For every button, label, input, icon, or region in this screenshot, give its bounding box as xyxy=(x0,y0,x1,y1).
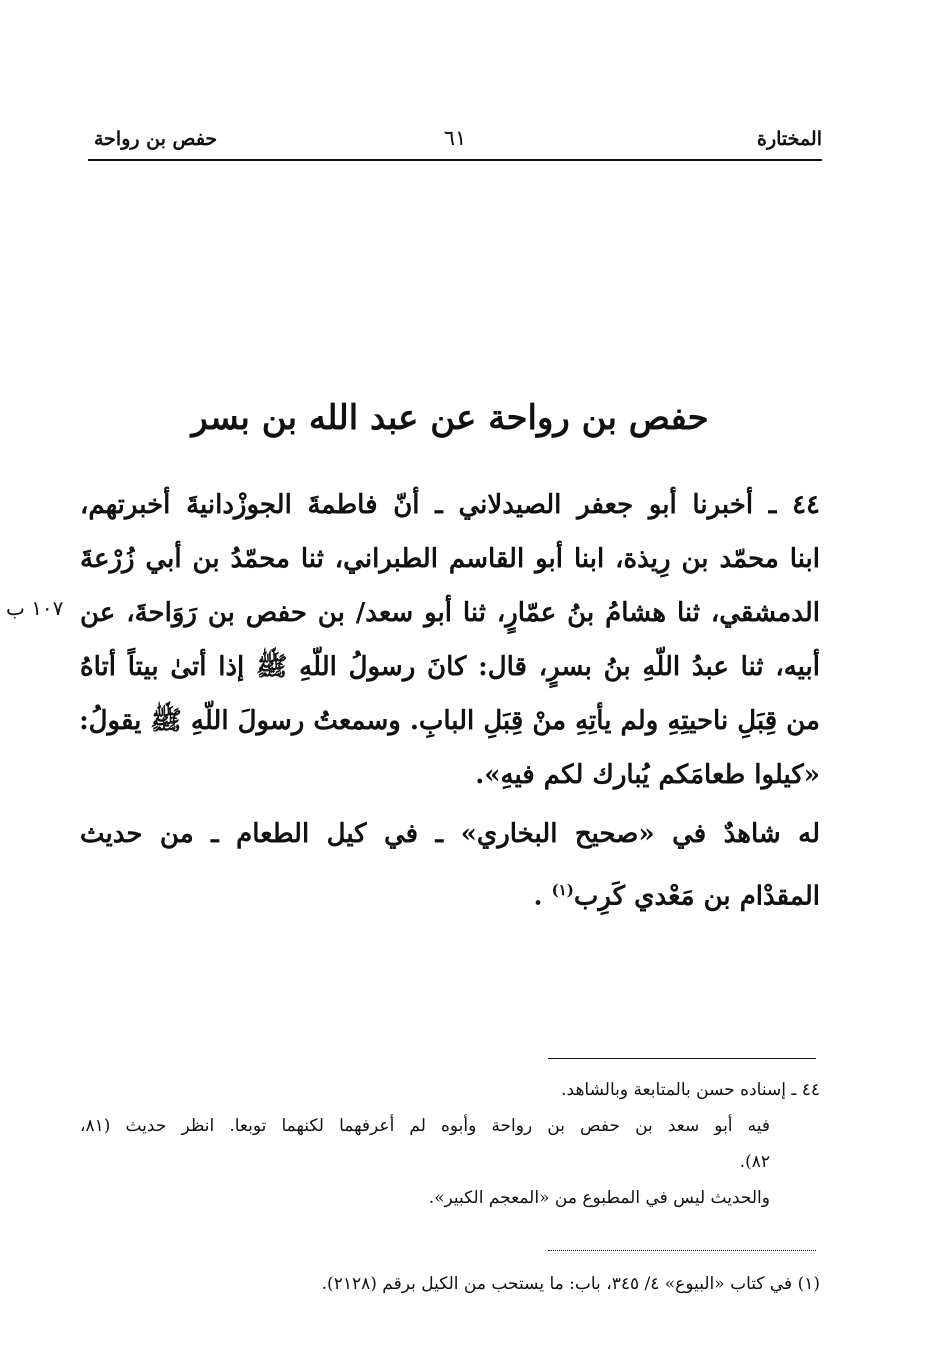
hadith-line: من قِبَلِ ناحيتِهِ ولم يأتِهِ منْ قِبَلِ البابِ. وسمعتُ رسولَ اللّهِ ﷺ يقولُ: xyxy=(79,706,820,736)
running-header xyxy=(88,124,822,158)
hadith-line: الدمشقي، ثنا هشامُ بنُ عمّارٍ، ثنا أبو سعد/ بن حفص بن رَوَاحةَ، عن xyxy=(80,598,820,628)
header-rule xyxy=(88,159,822,161)
header-section-title: حفص بن رواحة xyxy=(94,128,218,150)
hadith-line: ابنا محمّد بن رِيذة، ابنا أبو القاسم الطبراني، ثنا محمّدُ بن أبي زُرْعةَ xyxy=(80,544,820,574)
witness-line: المقدْام بن مَعْدي كَرِب$^{(١)}$ . xyxy=(533,881,820,912)
footnote: (١) في كتاب «البيوع» ٤/ ٣٤٥، باب: ما يستحب من الكيل برقم (٢١٢٨). xyxy=(321,1274,820,1294)
notes-divider xyxy=(548,1058,816,1059)
note-line: فيه أبو سعد بن حفص بن رواحة وأبوه لم أعرفهما لكنهما توبعا. انظر حديث (٨١، xyxy=(80,1116,770,1136)
editor-notes xyxy=(80,1072,820,1216)
hadith-line: أبيه، ثنا عبدُ اللّهِ بنُ بسرٍ، قال: كانَ رسولُ اللّهِ ﷺ إذا أتىٰ بيتاً أتاهُ xyxy=(80,652,820,682)
witness-paragraph xyxy=(80,806,820,925)
note-line: ٨٢). xyxy=(739,1152,770,1172)
hadith-number: ٤٤ xyxy=(792,490,820,520)
header-book-title: المختارة xyxy=(757,128,822,150)
witness-line: له شاهدٌ في «صحيح البخاري» ـ في كيل الطعام ـ من حديث xyxy=(80,819,820,849)
footnote-reference: (١) xyxy=(551,881,574,899)
page-number: ٦١ xyxy=(443,126,467,150)
hadith-line: ٤٤ ـ أخبرنا أبو جعفر الصيدلاني ـ أنّ فاطمةَ الجوزْدانيةَ أخبرتهم، xyxy=(80,490,820,520)
footnote-divider xyxy=(548,1250,816,1251)
manuscript-folio-note: ١٠٧ ب xyxy=(6,596,64,620)
hadith-text xyxy=(80,478,820,802)
note-line: والحديث ليس في المطبوع من «المعجم الكبير». xyxy=(428,1188,770,1208)
note-line: ٤٤ ـ إسناده حسن بالمتابعة وبالشاهد. xyxy=(561,1080,820,1100)
hadith-line: «كيلوا طعامَكم يُبارك لكم فيهِ». xyxy=(475,760,820,790)
section-title: حفص بن رواحة عن عبد الله بن بسر xyxy=(191,398,709,438)
